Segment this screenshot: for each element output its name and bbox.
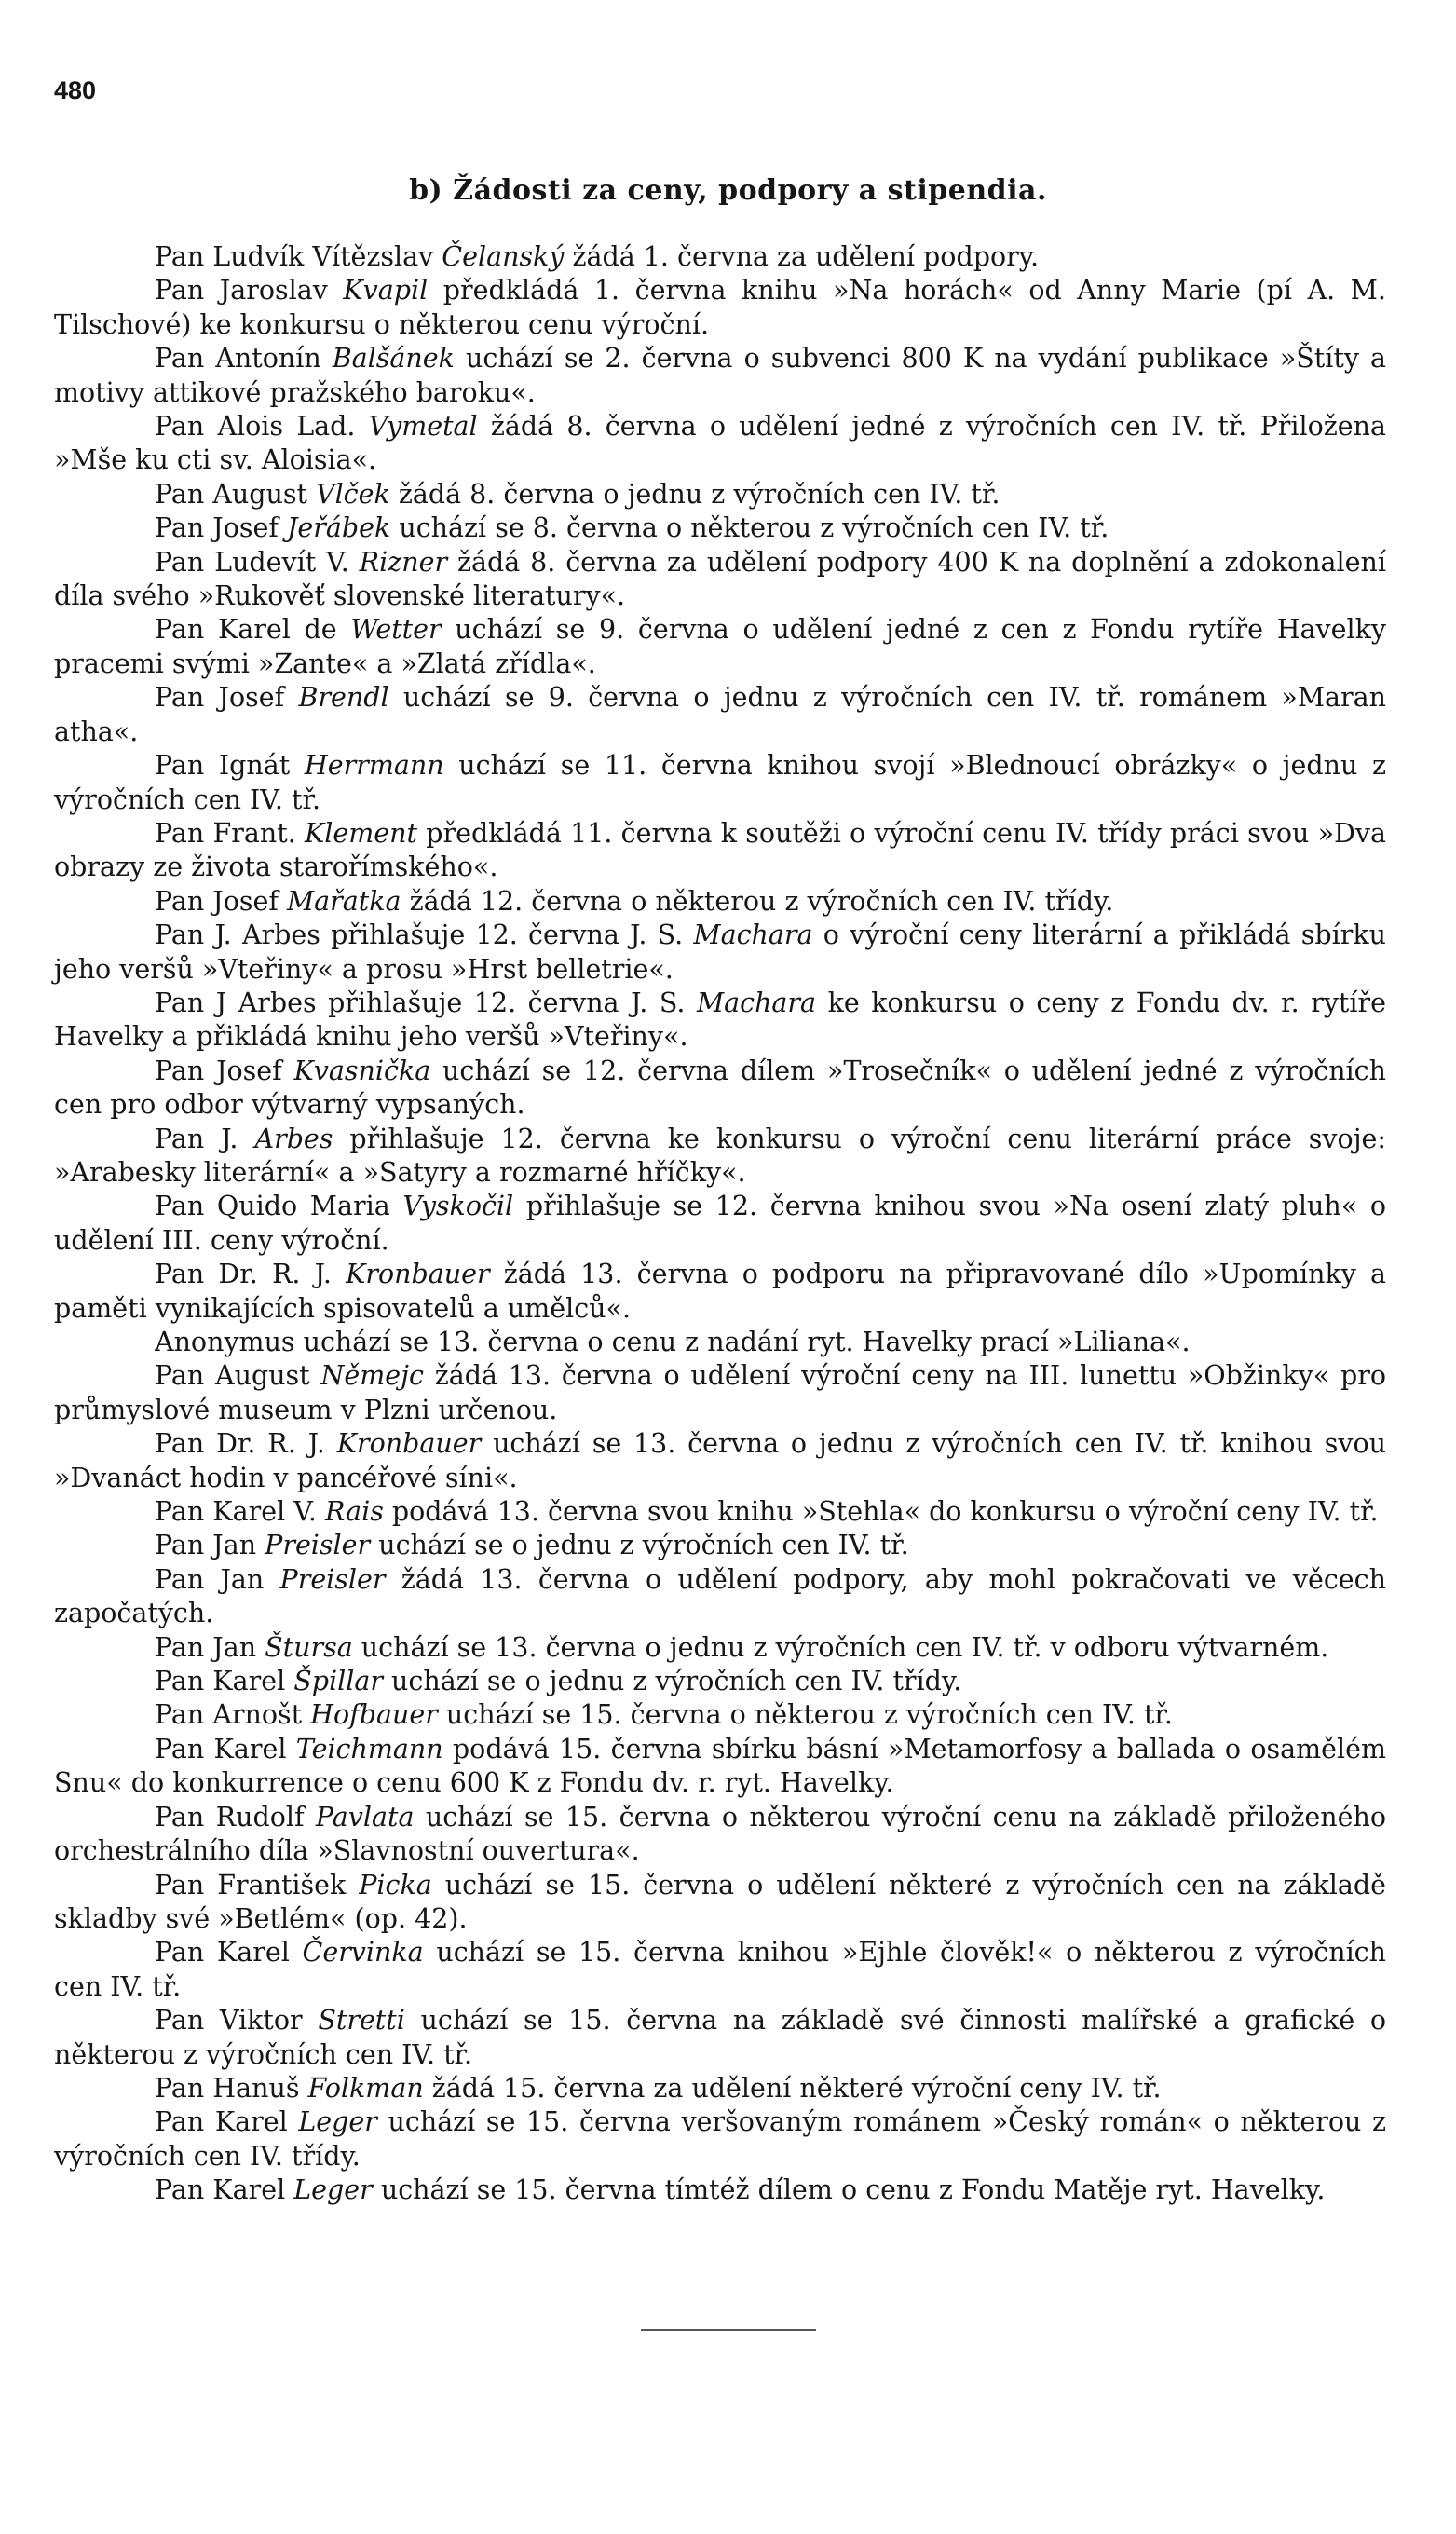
entry-text: Pan Karel (155, 1937, 303, 1969)
entry-surname: Leger (293, 2174, 373, 2206)
entry-surname: Machara (696, 987, 817, 1018)
entry (54, 1359, 1386, 1427)
entry-surname: Preisler (279, 1563, 386, 1595)
entry-text: Pan Jan (155, 1631, 265, 1663)
entries-list (54, 240, 1386, 2208)
entry-text: žádá 8. června za udělení podpory 400 K na doplnění a zdokonalení díla svého »Rukověť slovenské literatury«. (54, 546, 1386, 612)
page-number: 480 (54, 76, 97, 104)
entry-surname: Kvasnička (293, 1055, 431, 1086)
entry-text: žádá 13. června o podporu na připravované dílo »Upomínky a paměti vynikajících spisovatelů a umělců«. (54, 1259, 1387, 1324)
entry (54, 1427, 1386, 1495)
entry-surname: Machara (693, 920, 813, 951)
entry (54, 749, 1386, 817)
entry-text: Pan Ludvík Vítězslav (155, 241, 442, 272)
entry-text: Pan Ludevít V. (155, 546, 360, 578)
entry (54, 1123, 1386, 1191)
entry-surname: Picka (359, 1869, 432, 1900)
entry-text: uchází se 13. června o jednu z výročních cen IV. tř. v odboru výtvarném. (352, 1631, 1329, 1663)
entry (54, 342, 1386, 410)
entry-text: Pan Arnošt (155, 1699, 311, 1731)
entry-surname: Kronbauer (346, 1259, 490, 1290)
entry (54, 1563, 1386, 1631)
entry-text: žádá 8. června o jednu z výročních cen IV. tř. (389, 478, 1000, 510)
entry (54, 2105, 1386, 2173)
entry-surname: Červinka (302, 1937, 424, 1969)
entry-surname: Hofbauer (310, 1699, 438, 1731)
entry (54, 1665, 1386, 1698)
entry-text: uchází se 9. června o jednu z výročních cen IV. tř. románem »Maran atha«. (54, 682, 1386, 747)
entry-text: Pan Hanuš (155, 2072, 308, 2104)
entry (54, 1801, 1386, 1869)
entry-text: uchází se 9. června o udělení jedné z cen z Fondu rytíře Havelky pracemi svými »Zante« a »Zlatá zřídla«. (54, 614, 1387, 679)
entry-surname: Rizner (359, 546, 448, 578)
entry (54, 817, 1386, 885)
entry-text: Pan J Arbes přihlašuje 12. června J. S. (155, 987, 697, 1018)
entry-text: žádá 12. června o některou z výročních cen IV. třídy. (401, 885, 1114, 917)
entry-text: Pan Antonín (155, 343, 333, 375)
entry-text: uchází se 11. června knihou svojí »Blednoucí obrázky« o jednu z výročních cen IV. tř. (54, 750, 1386, 815)
entry (54, 511, 1386, 545)
entry-text: uchází se 2. června o subvenci 800 K na vydání publikace »Štíty a motivy attikové pražského baroku«. (54, 343, 1386, 408)
entry-text: předkládá 11. června k soutěži o výroční cenu IV. třídy práci svou »Dva obrazy ze života starořímského«. (54, 817, 1386, 883)
closing-rule (641, 2329, 816, 2331)
entry-text: přihlašuje se 12. června knihou svou »Na osení zlatý pluh« o udělení III. ceny výroční. (54, 1191, 1387, 1256)
entry-text: Pan Frant. (155, 817, 305, 849)
entry-text: Pan Viktor (155, 2005, 319, 2037)
entry-surname: Teichmann (295, 1733, 443, 1764)
entry-text: Anonymus uchází se 13. června o cenu z nadání ryt. Havelky prací »Liliana«. (155, 1327, 1191, 1357)
entry-text: Pan Dr. R. J. (155, 1428, 337, 1460)
entry-text: o výroční ceny literární a přikládá sbírku jeho veršů »Vteřiny« a prosu »Hrst belletrie«. (54, 920, 1386, 985)
entry-surname: Klement (305, 817, 417, 849)
entry-text: uchází se 15. června na základě své činnosti malířské a grafické o některou z výročních cen IV. tř. (54, 2005, 1387, 2070)
entry-surname: Kronbauer (336, 1428, 482, 1460)
entry (54, 1495, 1386, 1529)
entry-surname: Mařatka (287, 885, 401, 917)
entry-text: žádá 1. června za udělení podpory. (564, 241, 1040, 272)
entry (54, 2072, 1386, 2105)
entry-text: Pan Karel (155, 2106, 299, 2138)
entry-surname: Čelanský (442, 241, 565, 272)
entry (54, 1631, 1386, 1665)
entry-text: uchází se 15. června o udělení některé z výročních cen na základě skladby své »Betlém« (op. 42). (54, 1869, 1386, 1934)
entry (54, 1326, 1386, 1359)
entry-surname: Pavlata (315, 1801, 415, 1832)
entry-text: žádá 13. června o udělení výroční ceny na III. lunettu »Obžinky« pro průmyslové museum v Plzni určenou. (54, 1360, 1386, 1425)
entry-text: Pan Jaroslav (155, 275, 344, 307)
entry (54, 613, 1386, 681)
entry-text: žádá 13. června o udělení podpory, aby mohl pokračovati ve věcech započatých. (54, 1563, 1386, 1629)
entry-surname: Balšánek (332, 343, 455, 375)
entry-text: Pan Karel (155, 1666, 294, 1697)
entry-text: Pan Alois Lad. (155, 411, 369, 443)
entry-text: Pan Ignát (155, 750, 305, 782)
entry-surname: Brendl (298, 682, 389, 714)
entry-text: Pan J. Arbes přihlašuje 12. června J. S. (155, 920, 694, 951)
entry-text: přihlašuje 12. června ke konkursu o výroční cenu literární práce svoje: »Arabesky literární« a »Satyry a rozmarné hříčky«. (54, 1123, 1386, 1188)
entry-surname: Vlček (315, 478, 390, 510)
entry (54, 410, 1386, 478)
entry-text: uchází se 15. června o některou výroční cenu na základě přiloženého orchestrálního díla »Slavnostní ouvertura«. (54, 1801, 1386, 1867)
entry (54, 1258, 1386, 1326)
entry-text: Pan Josef (155, 682, 299, 714)
entry (54, 2004, 1386, 2072)
entry (54, 478, 1386, 511)
entry-text: uchází se 13. června o jednu z výročních cen IV. tř. knihou svou »Dvanáct hodin v pancéřové síni«. (54, 1428, 1386, 1493)
entry (54, 1055, 1386, 1123)
entry-surname: Leger (298, 2106, 377, 2138)
entry (54, 681, 1386, 749)
entry-text: Pan J. (155, 1123, 255, 1154)
entry-text: Pan Karel (155, 2174, 294, 2206)
entry-surname: Vymetal (368, 411, 478, 443)
entry-text: uchází se 15. června knihou »Ejhle člověk!« o některou z výročních cen IV. tř. (54, 1937, 1386, 2002)
entry-surname: Herrmann (304, 750, 444, 782)
entry-surname: Němejc (320, 1360, 424, 1392)
entry (54, 274, 1386, 342)
entry-surname: Rais (324, 1496, 384, 1528)
entry-text: žádá 15. června za udělení některé výroční ceny IV. tř. (423, 2072, 1162, 2104)
entry-text: Pan Jan (155, 1563, 280, 1595)
entry-text: podává 13. června svou knihu »Stehla« do konkursu o výroční ceny IV. tř. (383, 1496, 1379, 1528)
entry-text: Pan Karel de (155, 614, 351, 646)
entry (54, 240, 1386, 274)
section-heading: b) Žádosti za ceny, podpory a stipendia. (409, 174, 1047, 207)
entry-text: Pan Josef (155, 885, 287, 917)
entry-text: uchází se 8. června o některou z výročních cen IV. tř. (390, 512, 1109, 544)
entry-text: Pan Josef (155, 1055, 294, 1086)
entry-surname: Kvapil (343, 275, 429, 307)
entry (54, 1190, 1386, 1258)
entry (54, 919, 1386, 987)
entry (54, 1698, 1386, 1732)
entry-surname: Štursa (265, 1631, 353, 1663)
entry-surname: Špillar (293, 1666, 383, 1697)
entry-text: uchází se 15. června tímtéž dílem o cenu z Fondu Matěje ryt. Havelky. (372, 2174, 1326, 2206)
entry (54, 1733, 1386, 1801)
entry (54, 885, 1386, 919)
entry-surname: Stretti (318, 2005, 405, 2037)
entry-text: uchází se o jednu z výročních cen IV. tř. (370, 1530, 909, 1561)
entry-text: uchází se 15. června veršovaným románem »Český román« o některou z výročních cen IV. třídy. (54, 2106, 1387, 2172)
entry-surname: Folkman (307, 2072, 424, 2104)
entry-text: Pan Karel (155, 1733, 296, 1764)
entry-text: podává 15. června sbírku básní »Metamorfosy a ballada o osamělém Snu« do konkurrence o cenu 600 K z Fondu dv. r. ryt. Havelky. (54, 1733, 1387, 1799)
entry (54, 987, 1386, 1055)
entry-text: Pan August (155, 1360, 321, 1392)
entry-text: předkládá 1. června knihu »Na horách« od Anny Marie (pí A. M. Tilschové) ke konkursu o některou cenu výroční. (54, 275, 1386, 340)
entry (54, 1936, 1386, 2004)
entry-text: Pan Josef (155, 512, 287, 544)
entry-surname: Wetter (350, 614, 442, 646)
entry-text: Pan Dr. R. J. (155, 1259, 347, 1290)
entry-text: Pan František (155, 1869, 360, 1900)
entry-text: uchází se 15. června o některou z výročních cen IV. tř. (437, 1699, 1173, 1731)
entry (54, 1869, 1386, 1937)
entry-surname: Vyskočil (402, 1191, 514, 1222)
entry (54, 2173, 1386, 2207)
entry (54, 1529, 1386, 1562)
entry-surname: Arbes (254, 1123, 333, 1154)
entry-text: Pan August (155, 478, 316, 510)
entry-text: Pan Karel V. (155, 1496, 325, 1528)
entry-text: Pan Rudolf (155, 1801, 316, 1832)
entry-text: Pan Quido Maria (155, 1191, 403, 1222)
entry-surname: Preisler (265, 1530, 371, 1561)
entry-text: uchází se o jednu z výročních cen IV. třídy. (382, 1666, 962, 1697)
entry (54, 546, 1386, 614)
entry-text: ke konkursu o ceny z Fondu dv. r. rytíře Havelky a přikládá knihu jeho veršů »Vteřiny«. (54, 987, 1386, 1053)
entry-text: uchází se 12. června dílem »Trosečník« o udělení jedné z výročních cen pro odbor výtvarný vypsaných. (54, 1055, 1386, 1121)
entry-text: žádá 8. června o udělení jedné z výročních cen IV. tř. Přiložena »Mše ku cti sv. Aloisia«. (54, 411, 1386, 476)
entry-text: Pan Jan (155, 1530, 265, 1561)
entry-surname: Jeřábek (287, 512, 391, 544)
